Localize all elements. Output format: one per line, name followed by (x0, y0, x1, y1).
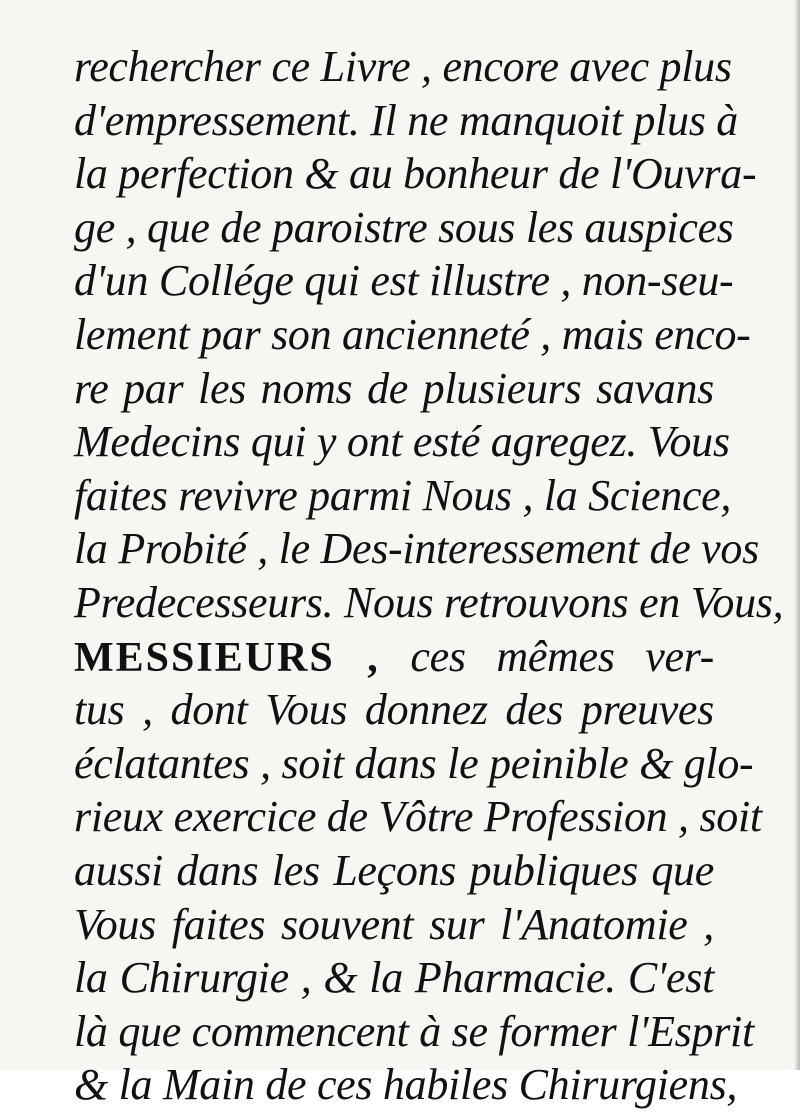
text-line-11: Predecesseurs. Nous retrouvons en Vous, (74, 577, 784, 627)
text-line-16: aussi dans les Leçons publiques que (74, 845, 714, 895)
text-line-5: d'un Collége qui est illustre , non-seu- (74, 256, 734, 306)
page-edge-shadow (794, 0, 800, 1070)
text-line-8: Medecins qui y ont esté agregez. Vous (74, 417, 730, 467)
body-text (74, 40, 784, 1112)
text-line-19: là que commencent à se former l'Esprit (74, 1006, 754, 1056)
text-line-18: la Chirurgie , & la Pharmacie. C'est (74, 953, 714, 1003)
text-line-1: rechercher ce Livre , encore avec plus (74, 42, 732, 91)
salutation-caps: MESSIEURS , (74, 634, 380, 681)
text-line-20: & la Main de ces habiles Chirurgiens, (74, 1060, 738, 1110)
text-line-13: tus , dont Vous donnez des preuves (74, 685, 714, 735)
text-line-12-rest: ces mêmes ver- (410, 631, 714, 681)
text-line-7: re par les noms de plusieurs savans (74, 363, 714, 413)
text-line-4: ge , que de paroistre sous les auspices (74, 202, 734, 252)
text-line-17: Vous faites souvent sur l'Anatomie , (74, 899, 714, 949)
text-line-15: rieux exercice de Vôtre Profession , soit (74, 792, 762, 842)
text-line-12 (74, 630, 714, 684)
text-line-3: la perfection & au bonheur de l'Ouvra- (74, 149, 757, 199)
text-line-10: la Probité , le Des-interessement de vos (74, 524, 759, 574)
text-line-9: faites revivre parmi Nous , la Science, (74, 470, 732, 520)
text-line-6: lement par son ancienneté , mais enco- (74, 309, 751, 359)
text-line-2: d'empressement. Il ne manquoit plus à (74, 95, 738, 145)
text-line-14: éclatantes , soit dans le peinible & glo- (74, 738, 754, 788)
